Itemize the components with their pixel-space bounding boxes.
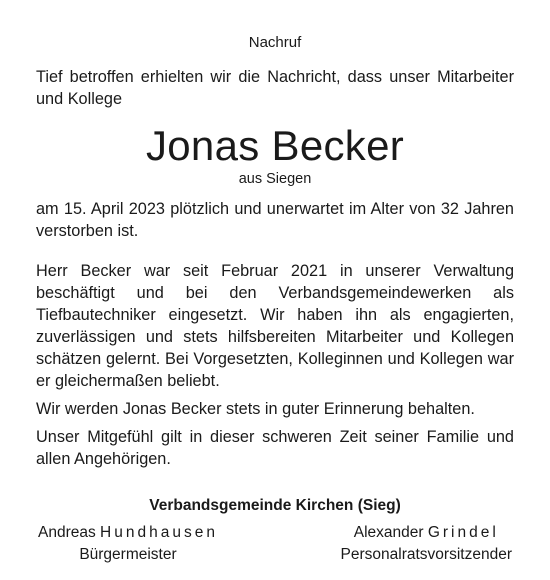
signer-name	[341, 522, 512, 544]
signer-name	[38, 522, 218, 544]
organization-name: Verbandsgemeinde Kirchen (Sieg)	[149, 497, 401, 514]
remembrance-text: Wir werden Jonas Becker stets in guter Erinnerung behalten.	[36, 400, 475, 418]
signer-title: Bürgermeister	[79, 546, 177, 563]
signer-title: Personalratsvorsitzender	[340, 546, 512, 563]
deceased-origin: aus Siegen	[238, 171, 312, 187]
intro-text: Tief betroffen erhielten wir die Nachricht, dass unser Mitarbeiter und Kollege	[36, 68, 514, 108]
signer-first-name: Alexander	[353, 524, 424, 541]
notice-heading: Nachruf	[248, 34, 302, 51]
deceased-name: Jonas Becker	[145, 122, 405, 169]
signer-last-name: Hundhausen	[100, 524, 218, 541]
signer-first-name: Andreas	[38, 524, 96, 541]
death-statement: am 15. April 2023 plötzlich und unerwartet im Alter von 32 Jahren verstorben ist.	[36, 200, 514, 240]
signatories	[36, 522, 514, 566]
signer-last-name: Grindel	[427, 524, 499, 541]
signer-council-chair	[341, 522, 512, 566]
signer-mayor	[38, 522, 218, 566]
condolence-text: Unser Mitgefühl gilt in dieser schweren Zeit seiner Familie und allen Angehörigen.	[36, 428, 514, 468]
body-paragraph: Herr Becker war seit Februar 2021 in unserer Verwaltung beschäftigt und bei den Verbandsgemeindewerken als Tiefbautechniker eingesetzt. Wir haben ihn als engagierten, zuverlässigen und stets hilfsbereiten Mitarbeiter und Kollegen schätzen gelernt. Bei Vorgesetzten, Kolleginnen und Kollegen war er gleichermaßen beliebt.	[36, 262, 514, 390]
